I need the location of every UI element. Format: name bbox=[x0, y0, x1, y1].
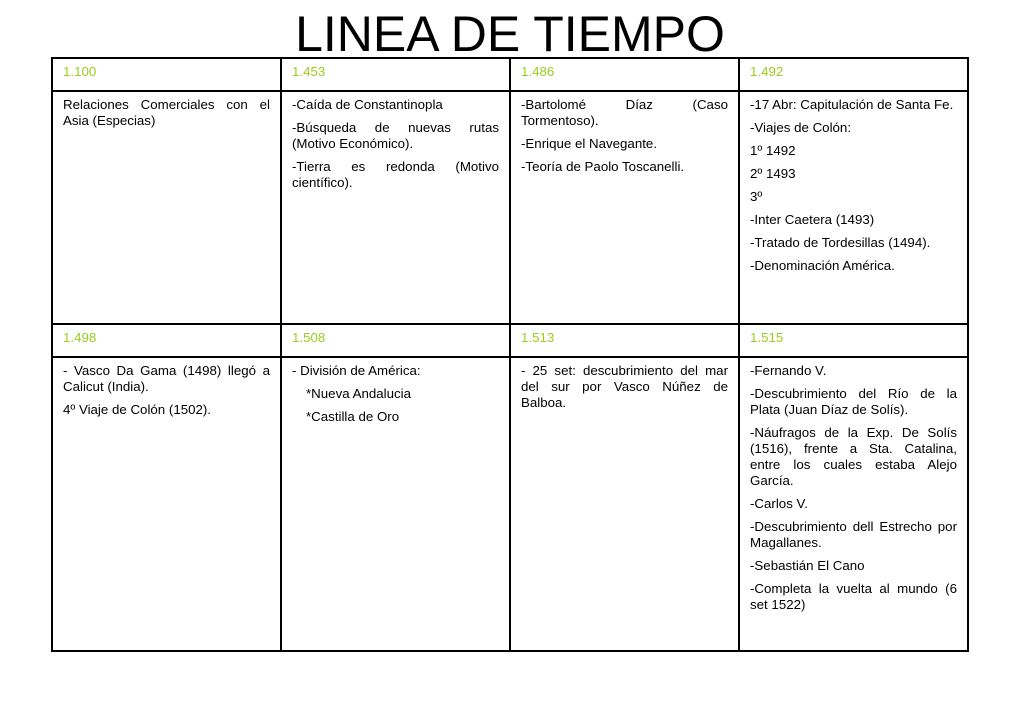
event-text: -Tratado de Tordesillas (1494). bbox=[750, 235, 931, 250]
timeline-table bbox=[51, 57, 969, 652]
event-text: -Descubrimiento del Río de la Plata (Juan Díaz de Solís). bbox=[750, 386, 957, 417]
event-text: -Descubrimiento dell Estrecho por Magallanes. bbox=[750, 519, 957, 550]
event-text: -Completa la vuelta al mundo (6 set 1522) bbox=[750, 581, 957, 612]
events-cell bbox=[510, 91, 739, 324]
year-cell: 1.486 bbox=[510, 58, 739, 91]
year-cell: 1.100 bbox=[52, 58, 281, 91]
event-text: 3º bbox=[750, 189, 763, 204]
event-text: -Caída de Constantinopla bbox=[292, 97, 443, 112]
event-text: -Enrique el Navegante. bbox=[521, 136, 658, 151]
events-cell bbox=[281, 357, 510, 651]
event-text: -Búsqueda de nuevas rutas (Motivo Económico). bbox=[292, 120, 499, 151]
event-text: 1º 1492 bbox=[750, 143, 796, 158]
event-text: -Viajes de Colón: bbox=[750, 120, 852, 135]
event-subitem: *Castilla de Oro bbox=[306, 409, 400, 424]
event-text: -Carlos V. bbox=[750, 496, 808, 511]
event-text: -17 Abr: Capitulación de Santa Fe. bbox=[750, 97, 954, 112]
events-row bbox=[52, 91, 968, 324]
year-cell: 1.453 bbox=[281, 58, 510, 91]
year-cell: 1.498 bbox=[52, 324, 281, 357]
year-header-row bbox=[52, 58, 968, 91]
events-cell bbox=[510, 357, 739, 651]
year-cell: 1.513 bbox=[510, 324, 739, 357]
event-text: - Vasco Da Gama (1498) llegó a Calicut (India). bbox=[63, 363, 270, 394]
event-text: - 25 set: descubrimiento del mar del sur por Vasco Núñez de Balboa. bbox=[521, 363, 728, 410]
event-text: - División de América: bbox=[292, 363, 421, 378]
page-title: LINEA DE TIEMPO bbox=[295, 6, 725, 62]
event-text: Relaciones Comerciales con el Asia (Especias) bbox=[63, 97, 270, 128]
event-text bbox=[292, 409, 499, 425]
year-cell: 1.492 bbox=[739, 58, 968, 91]
year-header-row bbox=[52, 324, 968, 357]
year-cell: 1.515 bbox=[739, 324, 968, 357]
event-text: -Sebastián El Cano bbox=[750, 558, 865, 573]
event-text: 4º Viaje de Colón (1502). bbox=[63, 402, 212, 417]
events-cell bbox=[52, 357, 281, 651]
year-cell: 1.508 bbox=[281, 324, 510, 357]
event-text: -Inter Caetera (1493) bbox=[750, 212, 875, 227]
event-text: -Denominación América. bbox=[750, 258, 895, 273]
event-text: -Náufragos de la Exp. De Solís (1516), frente a Sta. Catalina, entre los cuales estaba Alejo García. bbox=[750, 425, 957, 488]
events-cell bbox=[281, 91, 510, 324]
event-text bbox=[292, 386, 499, 402]
events-cell bbox=[739, 357, 968, 651]
event-subitem: *Nueva Andalucia bbox=[306, 386, 411, 401]
events-cell bbox=[739, 91, 968, 324]
event-text: -Bartolomé Díaz (Caso Tormentoso). bbox=[521, 97, 728, 128]
event-text: -Fernando V. bbox=[750, 363, 827, 378]
events-cell bbox=[52, 91, 281, 324]
events-row bbox=[52, 357, 968, 651]
event-text: -Tierra es redonda (Motivo científico). bbox=[292, 159, 499, 190]
event-text: -Teoría de Paolo Toscanelli. bbox=[521, 159, 685, 174]
event-text: 2º 1493 bbox=[750, 166, 796, 181]
